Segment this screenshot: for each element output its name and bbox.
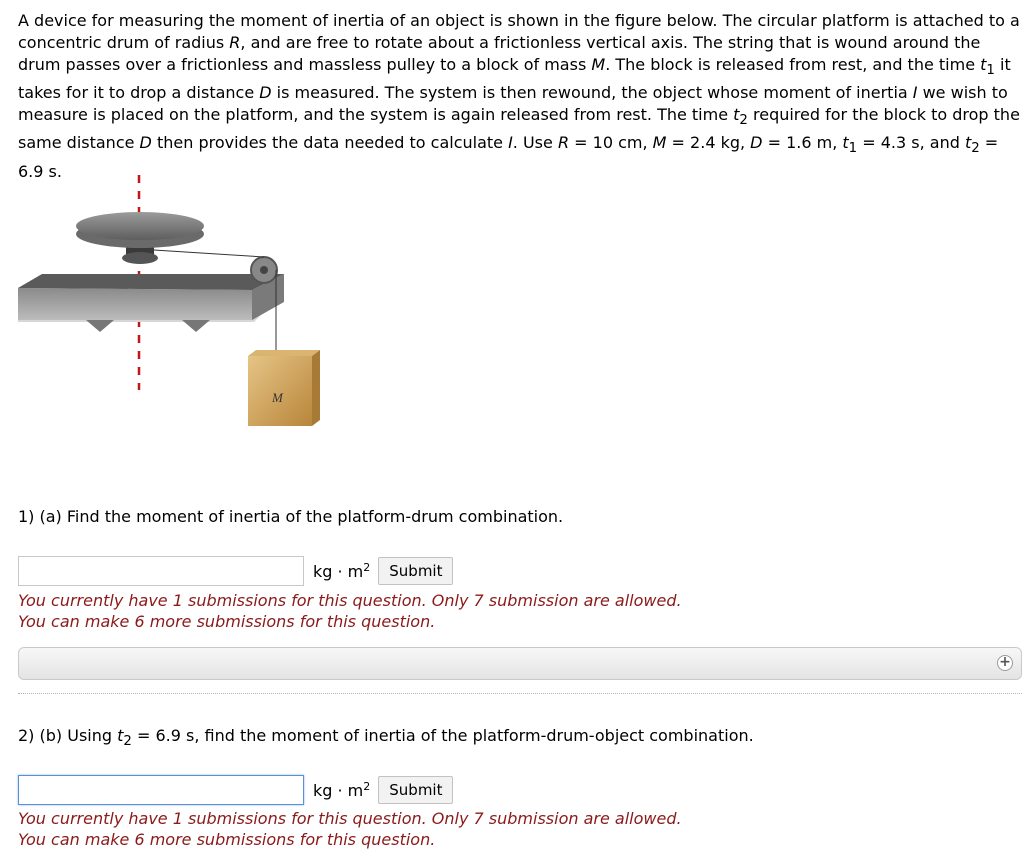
question-1-answer-input[interactable] <box>18 556 304 586</box>
apparatus-figure <box>14 170 354 465</box>
question-divider <box>18 693 1022 694</box>
base-plank-top <box>18 274 284 290</box>
question-2-answer-input[interactable] <box>18 775 304 805</box>
question-1-submit-button[interactable]: Submit <box>378 557 453 585</box>
apparatus-diagram <box>14 170 354 465</box>
var-r: R <box>229 33 241 52</box>
question-2-submission-notice: You currently have 1 submissions for this question. Only 7 submission are allowed. You can make 6 more submissions for this question. <box>18 809 682 849</box>
question-1-answer-row <box>18 556 453 586</box>
question-2-submit-button[interactable]: Submit <box>378 776 453 804</box>
block-label: M <box>272 390 283 405</box>
plus-circle-icon[interactable]: + <box>997 655 1013 671</box>
question-1-submission-notice: You currently have 1 submissions for this question. Only 7 submission are allowed. You can make 6 more submissions for this question. <box>18 591 682 631</box>
var-m: M <box>591 55 606 74</box>
hint-expander-bar[interactable] <box>18 647 1022 680</box>
question-2-answer-row <box>18 775 453 805</box>
question-2-text: 2) (b) Using $t_2 = 6.9$ s, find the moment of inertia of the platform-drum-object combination. <box>18 726 754 750</box>
question-2-units: kg · $m^2$ <box>313 779 371 800</box>
base-plank-front <box>18 288 252 320</box>
question-1-text: 1) (a) Find the moment of inertia of the platform-drum combination. <box>18 507 564 526</box>
problem-statement: A device for measuring the moment of inertia of an object is shown in the figure below. The circular platform is attached to a concentric drum of radius R, and are free to rotate about a frictionless vertical axis. The string that is wound around the drum passes over a frictionless and massless pulley to a block of mass M. The block is released from rest, and the time $t_1$ it takes for it to drop a distance D is measured. The system is then rewound, the object whose moment of inertia I we wish to measure is placed on the platform, and the system is again released from rest. The time $t_2$ required for the block to drop the same distance D then provides the data needed to calculate I. Use R = 10 cm, M = 2.4 kg, D = 1.6 m, $t_1 = 4.3$ s, and $t_2 = 6.9$ s. <box>18 11 1020 181</box>
question-1-units: kg · $m^2$ <box>313 560 371 581</box>
